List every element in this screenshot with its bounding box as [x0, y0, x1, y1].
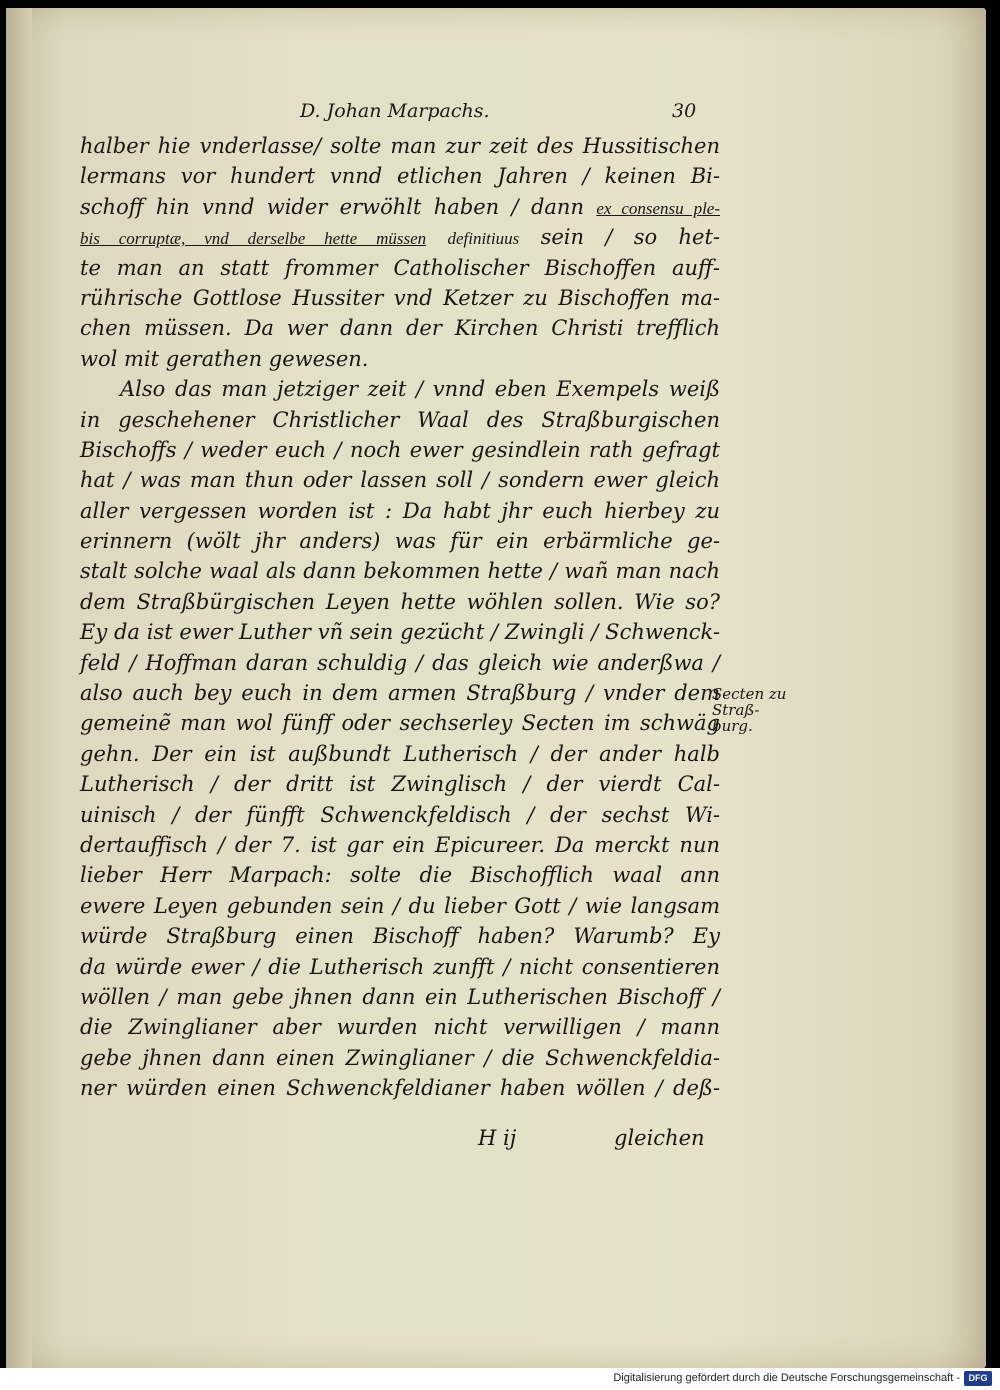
- text-line: halber hie vnderlasse/ solte man zur zeit des Hussitischen: [80, 134, 720, 158]
- text-line: aller vergessen worden ist : Da habt jhr euch hierbey zu: [80, 498, 720, 523]
- latin-phrase: definitiuus: [447, 229, 520, 249]
- text-line: lermans vor hundert vnnd etlichen Jahren / keinen Bi-: [80, 164, 720, 189]
- running-head: [300, 100, 720, 130]
- text-line: Also das man jetziger zeit / vnnd eben Exempels weiß: [120, 377, 720, 402]
- signature-mark: H ij: [478, 1126, 517, 1150]
- text-line: stalt solche waal als dann bekommen hette / wañ man nach: [80, 559, 720, 584]
- text-line: wol mit gerathen gewesen.: [80, 346, 369, 371]
- text-line: lieber Herr Marpach: solte die Bischofflich waal ann: [80, 863, 720, 888]
- margin-note-line: burg.: [712, 717, 753, 735]
- text-line: feld / Hoffman daran schuldig / das gleich wie anderßwa /: [80, 650, 720, 675]
- dfg-logo: DFG: [964, 1371, 992, 1386]
- footer-bar: [0, 1368, 1000, 1390]
- text-line: gemeinẽ man wol fünff oder sechserley Secten im schwäg: [80, 711, 720, 736]
- margin-note: [712, 686, 812, 734]
- text-line: Bischoffs / weder euch / noch ewer gesindlein rath gefragt: [80, 437, 720, 462]
- text-line: da würde ewer / die Lutherisch zunfft / nicht consentieren: [80, 954, 720, 979]
- text-line: würde Straßburg einen Bischoff haben? Warumb? Ey: [80, 924, 720, 949]
- text-line: [80, 222, 720, 252]
- text-line: uinisch / der fünfft Schwenckfeldisch / der sechst Wi-: [80, 802, 720, 827]
- running-title: D. Johan Marpachs.: [300, 100, 490, 122]
- text-line: ewere Leyen gebunden sein / du lieber Gott / wie langsam: [80, 893, 720, 918]
- margin-note-line: Straß-: [712, 701, 760, 719]
- page-gutter: [6, 8, 32, 1368]
- text-line-part: sein / so het-: [540, 225, 720, 250]
- text-line: dertauffisch / der 7. ist gar ein Epicureer. Da merckt nun: [80, 832, 720, 857]
- text-line-part: schoff hin vnnd wider erwöhlt haben / dann: [80, 194, 584, 219]
- text-line: te man an statt frommer Catholischer Bischoffen auff-: [80, 255, 720, 280]
- body-text: [80, 131, 720, 1104]
- text-line: [80, 192, 720, 222]
- text-line: hat / was man thun oder lassen soll / sondern ewer gleich: [80, 468, 720, 493]
- latin-phrase: ex consensu ple-: [596, 198, 720, 218]
- text-line: wöllen / man gebe jhnen dann ein Lutherischen Bischoff /: [80, 984, 720, 1009]
- text-line: Lutherisch / der dritt ist Zwinglisch / der vierdt Cal-: [80, 772, 720, 797]
- catchword: gleichen: [614, 1126, 705, 1150]
- text-line: ner würden einen Schwenckfeldianer haben wöllen / deß-: [80, 1076, 720, 1101]
- text-line: gebe jhnen dann einen Zwinglianer / die Schwenckfeldia-: [80, 1045, 720, 1070]
- page-number: 30: [672, 100, 697, 122]
- text-line: also auch bey euch in dem armen Straßburg / vnder dem: [80, 681, 720, 706]
- text-line: in geschehener Christlicher Waal des Straßburgischen: [80, 407, 720, 432]
- text-line: rührische Gottlose Hussiter vnd Ketzer zu Bischoffen ma-: [80, 285, 720, 310]
- text-line: dem Straßbürgischen Leyen hette wöhlen sollen. Wie so?: [80, 589, 720, 614]
- catchline: [80, 1126, 720, 1156]
- text-line: Ey da ist ewer Luther vñ sein gezücht / Zwingli / Schwenck-: [80, 620, 720, 645]
- latin-phrase: bis corruptæ, vnd derselbe hette müssen: [80, 229, 427, 249]
- text-line: chen müssen. Da wer dann der Kirchen Christi trefflich: [80, 316, 720, 341]
- text-line: erinnern (wölt jhr anders) was für ein erbärmliche ge-: [80, 529, 720, 554]
- text-line: gehn. Der ein ist außbundt Lutherisch / der ander halb: [80, 741, 720, 766]
- text-line: die Zwinglianer aber wurden nicht verwilligen / mann: [80, 1015, 720, 1040]
- margin-note-line: Secten zu: [712, 685, 787, 703]
- funding-credit: Digitalisierung gefördert durch die Deutsche Forschungsgemeinschaft -: [613, 1372, 960, 1384]
